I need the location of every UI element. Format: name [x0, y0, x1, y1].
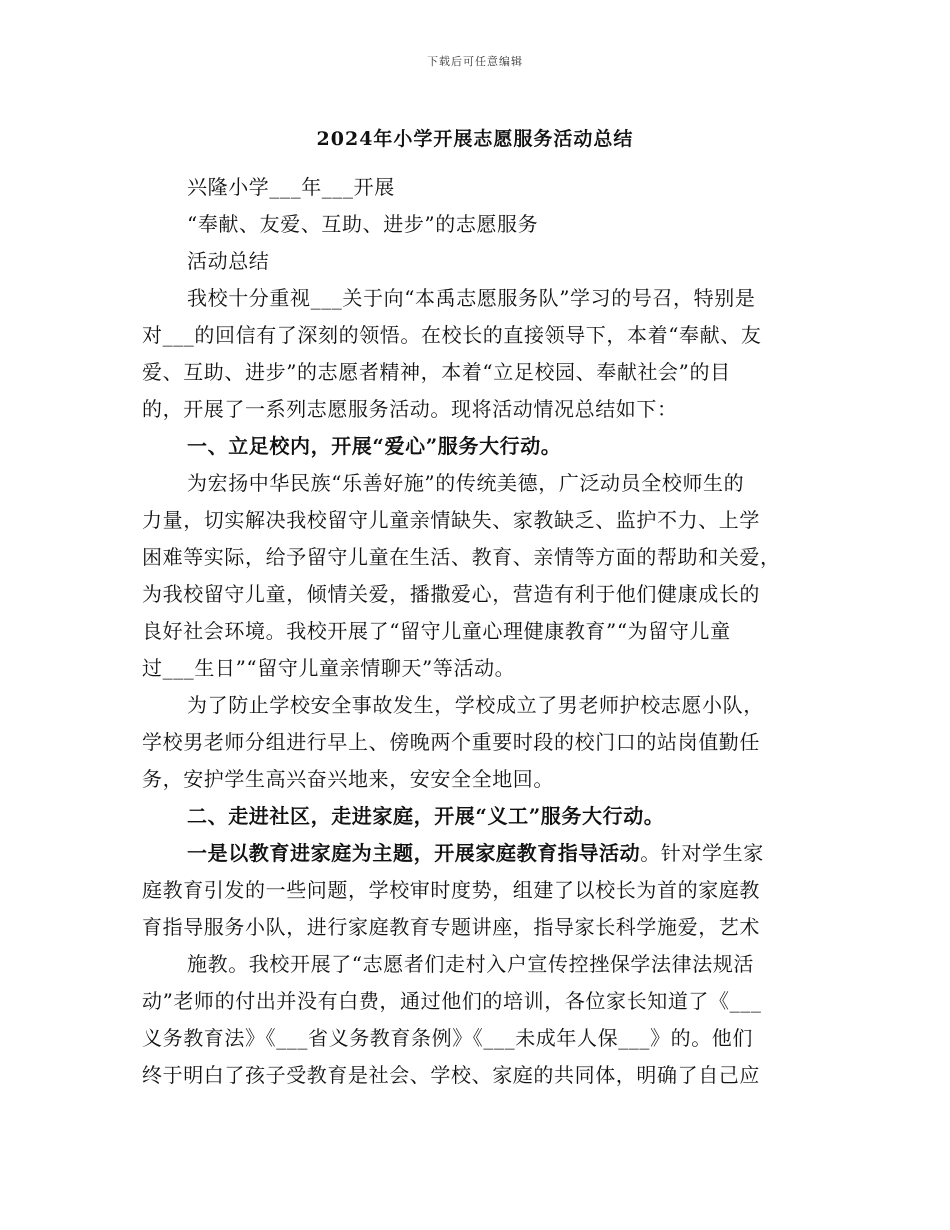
paragraph-line: 为宏扬中华民族“乐善好施”的传统美德，广泛动员全校师生的: [187, 471, 745, 495]
paragraph-line: 为了防止学校安全事故发生，学校成立了男老师护校志愿小队，: [187, 693, 764, 717]
lead-continuation-text: 。针对学生家: [640, 841, 764, 865]
section-heading: 一、立足校内，开展“爱心”服务大行动。: [187, 434, 562, 458]
paragraph-line: 力量，切实解决我校留守儿童亲情缺失、家教缺乏、监护不力、上学: [142, 508, 760, 532]
subtitle-line: 兴隆小学___年___开展: [187, 175, 395, 199]
paragraph-line: 动”老师的付出并没有白费，通过他们的培训，各位家长知道了《___: [142, 989, 762, 1013]
paragraph-line: 施教。我校开展了“志愿者们走村入户宣传控挫保学法律法规活: [187, 952, 755, 976]
paragraph-line: 的，开展了一系列志愿服务活动。现将活动情况总结如下：: [142, 397, 678, 421]
paragraph-line: 我校十分重视___关于向“本禹志愿服务队”学习的号召，特别是: [187, 286, 756, 310]
paragraph-line: 学校男老师分组进行早上、傍晚两个重要时段的校门口的站岗值勤任: [142, 730, 760, 754]
paragraph-line: 终于明白了孩子受教育是社会、学校、家庭的共同体，明确了自己应: [142, 1063, 760, 1087]
paragraph-line: 良好社会环境。我校开展了“留守儿童心理健康教育”“为留守儿童: [142, 619, 731, 643]
paragraph-line: 过___生日”“留守儿童亲情聊天”等活动。: [142, 656, 516, 680]
paragraph-line: 对___的回信有了深刻的领悟。在校长的直接领导下，本着“奉献、友: [142, 323, 762, 347]
bold-lead-text: 一是以教育进家庭为主题，开展家庭教育指导活动: [187, 841, 641, 865]
subtitle-line: 活动总结: [187, 249, 270, 273]
header-note: 下载后可任意编辑: [427, 55, 523, 68]
paragraph-line: 务，安护学生高兴奋兴地来，安安全全地回。: [142, 767, 554, 791]
paragraph-line: 育指导服务小队，进行家庭教育专题讲座，指导家长科学施爱，艺术: [142, 915, 760, 939]
paragraph-line: 义务教育法》《___省义务教育条例》《___未成年人保___》的。他们: [142, 1026, 753, 1050]
paragraph-line: 庭教育引发的一些问题，学校审时度势，组建了以校长为首的家庭教: [142, 878, 760, 902]
section-heading: 二、走进社区，走进家庭，开展“义工”服务大行动。: [187, 804, 665, 828]
paragraph-line: 困难等实际，给予留守儿童在生活、教育、亲情等方面的帮助和关爱，: [142, 545, 781, 569]
paragraph-line: 爱、互助、进步”的志愿者精神，本着“立足校园、奉献社会”的目: [142, 360, 731, 384]
subtitle-line: “奉献、友爱、互助、进步”的志愿服务: [187, 212, 539, 236]
document-body: [142, 169, 810, 1094]
paragraph-line: 为我校留守儿童，倾情关爱，播撒爱心，营造有利于他们健康成长的: [142, 582, 760, 606]
paragraph-line: [142, 835, 810, 872]
document-title: 2024年小学开展志愿服务活动总结: [316, 128, 634, 150]
